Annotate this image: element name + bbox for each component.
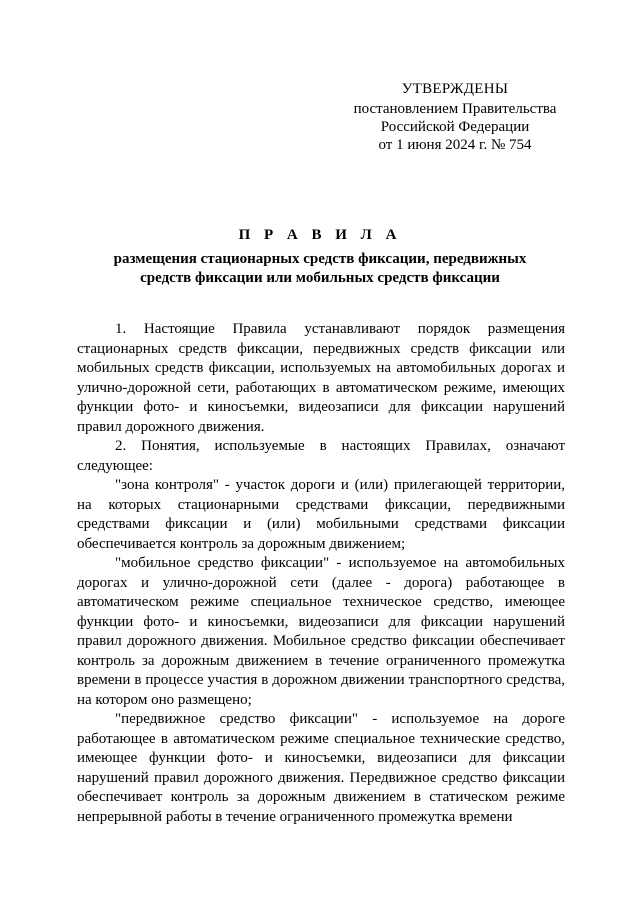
definition-portable-device: "передвижное средство фиксации" - используемое на дороге работающее в автоматическом режиме специальное технические средство, имеющее функции фото- и киносъемки, видеозаписи для фиксации нарушений правил дорожного движения. Передвижное средство фиксации обеспечивает контроль за дорожным движением в статическом режиме непрерывной работы в течение ограниченного промежутка времени xyxy=(77,711,565,825)
document-title: П Р А В И Л А xyxy=(238,227,402,243)
approval-line-1: постановлением Правительства xyxy=(353,101,557,117)
definition-mobile-device: "мобильное средство фиксации" - используемое на автомобильных дорогах и улично-дорожной сети (далее - дорога) работающее в автоматическом режиме специальное техническое средство, имеющее функции фото- и киносъемки, видеозаписи для фиксации нарушений правил дорожного движения. Мобильное средство фиксации обеспечивает контроль за дорожным движением в течение ограниченного промежутка времени в процессе участия в дорожном движении транспортного средства, на котором оно размещено; xyxy=(77,555,565,708)
paragraph-1: 1. Настоящие Правила устанавливают порядок размещения стационарных средств фиксации, передвижных средств фиксации или мобильных средств фиксации, используемых на автомобильных дорогах и улично-дорожной сети, работающих в автоматическом режиме, имеющих функции фото- и киносъемки, видеозаписи для фиксации нарушений правил дорожного движения. xyxy=(77,321,565,435)
approval-line-2: Российской Федерации xyxy=(380,119,530,135)
definition-control-zone: "зона контроля" - участок дороги и (или) прилегающей территории, на которых стационарными средствами фиксации, передвижными средствами фиксации и (или) мобильными средствами фиксации обеспечивается контроль за дорожным движением; xyxy=(77,477,565,552)
document-body xyxy=(77,320,565,827)
approval-stamp-block xyxy=(340,80,570,154)
approved-heading: УТВЕРЖДЕНЫ xyxy=(401,81,509,97)
paragraph-2: 2. Понятия, используемые в настоящих Правилах, означают следующее: xyxy=(77,438,565,474)
document-subtitle: размещения стационарных средств фиксации, передвижных средств фиксации или мобильных средств фиксации xyxy=(113,251,527,286)
approval-line-3: от 1 июня 2024 г. № 754 xyxy=(378,137,532,153)
